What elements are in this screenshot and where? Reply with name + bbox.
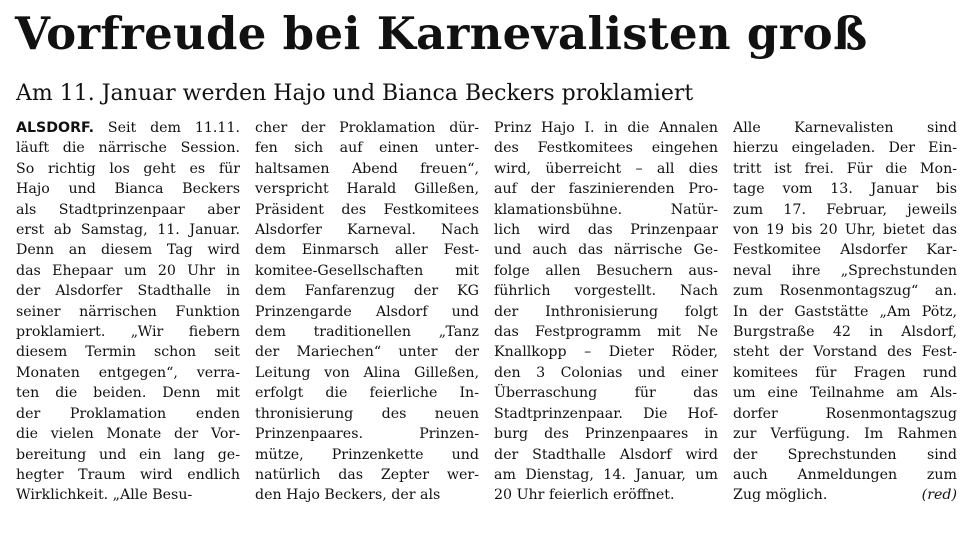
- body-text-line: [733, 138, 957, 158]
- body-text-line: [494, 383, 718, 403]
- line-text: verspricht Harald Gilleßen,: [255, 181, 479, 198]
- body-text-line: [494, 159, 718, 179]
- body-text-line: [255, 179, 479, 199]
- line-text: seiner närrischen Funktion: [16, 303, 240, 320]
- line-text: der Inthronisierung folgt: [494, 303, 718, 320]
- body-text-line: [16, 261, 240, 281]
- line-text: Seit dem 11.11.: [107, 120, 240, 136]
- line-text: neval ihre „Sprechstunden: [733, 262, 957, 279]
- line-text: läuft die närrische Session.: [16, 140, 240, 157]
- body-text-line: [16, 240, 240, 260]
- line-text: erfolgt die feierliche In-: [255, 385, 479, 402]
- body-text-line: [494, 261, 718, 281]
- body-text-line: [494, 302, 718, 322]
- body-text-line: [16, 302, 240, 322]
- body-text-line: [255, 118, 479, 138]
- article-column-4: [733, 118, 957, 506]
- article-headline: Vorfreude bei Karnevalisten groß: [15, 7, 868, 60]
- line-text: thronisierung des neuen: [255, 405, 479, 422]
- body-text-line: [494, 220, 718, 240]
- body-text-line: [494, 138, 718, 158]
- body-text-line: [494, 363, 718, 383]
- line-text: der Sprechstunden sind: [733, 446, 957, 463]
- body-text-line: [733, 240, 957, 260]
- line-text: Zug möglich.: [733, 487, 828, 504]
- line-text: Knallkopp – Dieter Röder,: [494, 344, 718, 361]
- body-text-line: [494, 322, 718, 342]
- line-text: das Ehepaar um 20 Uhr in: [16, 262, 240, 279]
- body-text-line: [255, 200, 479, 220]
- line-text: tritt ist frei. Für die Mon-: [733, 160, 957, 177]
- article-body: [16, 118, 959, 506]
- line-text: den Hajo Beckers, der als: [255, 487, 441, 504]
- line-text: Burgstraße 42 in Alsdorf,: [733, 324, 957, 341]
- line-text: Hajo und Bianca Beckers: [16, 181, 240, 198]
- line-text: der Alsdorfer Stadthalle in: [16, 283, 240, 300]
- line-text: und auch das närrische Ge-: [494, 242, 718, 259]
- line-text: dorfer Rosenmontagszug: [733, 405, 957, 422]
- body-text-line: [16, 118, 240, 138]
- body-text-line: [16, 465, 240, 485]
- body-text-line: [494, 281, 718, 301]
- body-text-line: [255, 383, 479, 403]
- body-text-line: [16, 424, 240, 444]
- article-column-2: [255, 118, 479, 506]
- line-text: auf der faszinierenden Pro-: [494, 181, 718, 198]
- body-text-line: [16, 342, 240, 362]
- body-text-line: [733, 179, 957, 199]
- line-text: der Proklamation enden: [16, 405, 240, 422]
- body-text-line: [255, 261, 479, 281]
- body-text-line: [16, 200, 240, 220]
- body-text-line: [16, 445, 240, 465]
- line-text: bereitung und ein lang ge-: [16, 446, 240, 463]
- body-text-line: [733, 261, 957, 281]
- line-text: Überraschung für das: [494, 385, 718, 402]
- body-text-line: [255, 322, 479, 342]
- line-text: auch Anmeldungen zum: [733, 466, 957, 483]
- line-text: Festkomitee Alsdorfer Kar-: [733, 242, 957, 259]
- line-text: mütze, Prinzenkette und: [255, 446, 479, 463]
- line-text: ten die beiden. Denn mit: [16, 385, 240, 402]
- body-text-line: [16, 404, 240, 424]
- line-text: 20 Uhr feierlich eröffnet.: [494, 487, 675, 504]
- line-text: komitees für Fragen rund: [733, 364, 957, 381]
- body-text-line: [733, 424, 957, 444]
- body-text-line: [16, 281, 240, 301]
- body-text-line: [494, 200, 718, 220]
- line-text: folge allen Besuchern aus-: [494, 262, 718, 279]
- line-text: fen sich auf einen unter-: [255, 140, 479, 157]
- line-text: Alsdorfer Karneval. Nach: [255, 222, 479, 239]
- line-text: des Festkomitees eingehen: [494, 140, 718, 157]
- line-text: In der Gaststätte „Am Pötz,: [733, 303, 957, 320]
- line-text: haltsamen Abend freuen“,: [255, 160, 479, 177]
- author-credit: (red): [921, 487, 957, 504]
- line-text: cher der Proklamation dür-: [255, 120, 479, 136]
- line-text: zur Verfügung. Im Rahmen: [733, 426, 957, 443]
- line-text: lich wird das Prinzenpaar: [494, 222, 718, 239]
- body-text-line: [255, 240, 479, 260]
- body-text-line: [733, 118, 957, 138]
- body-text-line: [494, 342, 718, 362]
- body-text-line: [16, 179, 240, 199]
- line-text: die vielen Monate der Vor-: [16, 426, 240, 443]
- body-text-line: [16, 159, 240, 179]
- body-text-line: [733, 465, 957, 485]
- article-column-1: [16, 118, 240, 506]
- line-text: erst ab Samstag, 11. Januar.: [16, 222, 240, 239]
- body-text-line: [494, 404, 718, 424]
- line-text: am Dienstag, 14. Januar, um: [494, 466, 718, 483]
- line-text: um eine Teilnahme am Als-: [733, 385, 957, 402]
- line-text: der Mariechen“ unter der: [255, 344, 479, 361]
- line-text: Prinzengarde Alsdorf und: [255, 303, 479, 320]
- body-text-line: [733, 322, 957, 342]
- line-text: steht der Vorstand des Fest-: [733, 344, 957, 361]
- line-text: natürlich das Zepter wer-: [255, 466, 479, 483]
- line-text: wird, überreicht – all dies: [494, 160, 718, 177]
- line-text: den 3 Colonias und einer: [494, 364, 718, 381]
- body-text-line: [494, 179, 718, 199]
- line-text: proklamiert. „Wir fiebern: [16, 324, 240, 341]
- line-text: So richtig los geht es für: [16, 160, 240, 177]
- body-text-line: [733, 302, 957, 322]
- line-text: komitee-Gesellschaften mit: [255, 262, 479, 279]
- body-text-line: [255, 342, 479, 362]
- body-text-line: [733, 445, 957, 465]
- line-text: dem traditionellen „Tanz: [255, 324, 479, 341]
- body-text-line: [733, 383, 957, 403]
- body-text-line: [494, 424, 718, 444]
- dateline: ALSDORF.: [16, 120, 94, 136]
- article-subheadline: Am 11. Januar werden Hajo und Bianca Beckers proklamiert: [16, 81, 694, 106]
- line-text: dem Einmarsch aller Fest-: [255, 242, 479, 259]
- body-text-line: [494, 445, 718, 465]
- line-text: hierzu eingeladen. Der Ein-: [733, 140, 957, 157]
- body-text-line: [733, 220, 957, 240]
- body-text-line: [255, 220, 479, 240]
- body-text-line: [733, 159, 957, 179]
- line-text: Präsident des Festkomitees: [255, 201, 479, 218]
- line-text: von 19 bis 20 Uhr, bietet das: [733, 222, 957, 239]
- body-text-line: [733, 200, 957, 220]
- body-text-line: [733, 363, 957, 383]
- body-text-line: [494, 240, 718, 260]
- line-text: Stadtprinzenpaar. Die Hof-: [494, 405, 718, 422]
- body-text-line: [255, 281, 479, 301]
- body-text-line: [255, 485, 479, 505]
- line-text: Denn an diesem Tag wird: [16, 242, 240, 259]
- line-text: Prinzenpaares. Prinzen-: [255, 426, 479, 443]
- body-text-line: [733, 404, 957, 424]
- body-text-line: [733, 485, 957, 505]
- body-text-line: [255, 465, 479, 485]
- line-text: burg des Prinzenpaares in: [494, 426, 718, 443]
- body-text-line: [255, 445, 479, 465]
- body-text-line: [16, 138, 240, 158]
- line-text: zum 17. Februar, jeweils: [733, 201, 957, 218]
- article-column-3: [494, 118, 718, 506]
- body-text-line: [255, 159, 479, 179]
- line-text: klamationsbühne. Natür-: [494, 201, 718, 218]
- line-text: zum Rosenmontagszug“ an.: [733, 283, 957, 300]
- body-text-line: [16, 485, 240, 505]
- line-text: tage vom 13. Januar bis: [733, 181, 957, 198]
- line-text: hegter Traum wird endlich: [16, 466, 240, 483]
- line-text: das Festprogramm mit Ne: [494, 324, 718, 341]
- line-text: Prinz Hajo I. in die Annalen: [494, 120, 718, 136]
- body-text-line: [255, 302, 479, 322]
- body-text-line: [16, 383, 240, 403]
- line-text: als Stadtprinzenpaar aber: [16, 201, 240, 218]
- line-text: Leitung von Alina Gilleßen,: [255, 364, 479, 381]
- line-text: der Stadthalle Alsdorf wird: [494, 446, 718, 463]
- body-text-line: [733, 281, 957, 301]
- line-text: Alle Karnevalisten sind: [733, 120, 957, 136]
- body-text-line: [16, 363, 240, 383]
- line-text: Wirklichkeit. „Alle Besu-: [16, 487, 193, 504]
- body-text-line: [16, 322, 240, 342]
- line-text: dem Fanfarenzug der KG: [255, 283, 479, 300]
- body-text-line: [255, 404, 479, 424]
- body-text-line: [494, 485, 718, 505]
- line-text: führlich vorgestellt. Nach: [494, 283, 718, 300]
- body-text-line: [494, 118, 718, 138]
- body-text-line: [255, 363, 479, 383]
- body-text-line: [733, 342, 957, 362]
- line-text: Monaten entgegen“, verra-: [16, 364, 240, 381]
- line-text: diesem Termin schon seit: [16, 344, 240, 361]
- body-text-line: [255, 138, 479, 158]
- body-text-line: [494, 465, 718, 485]
- body-text-line: [255, 424, 479, 444]
- body-text-line: [16, 220, 240, 240]
